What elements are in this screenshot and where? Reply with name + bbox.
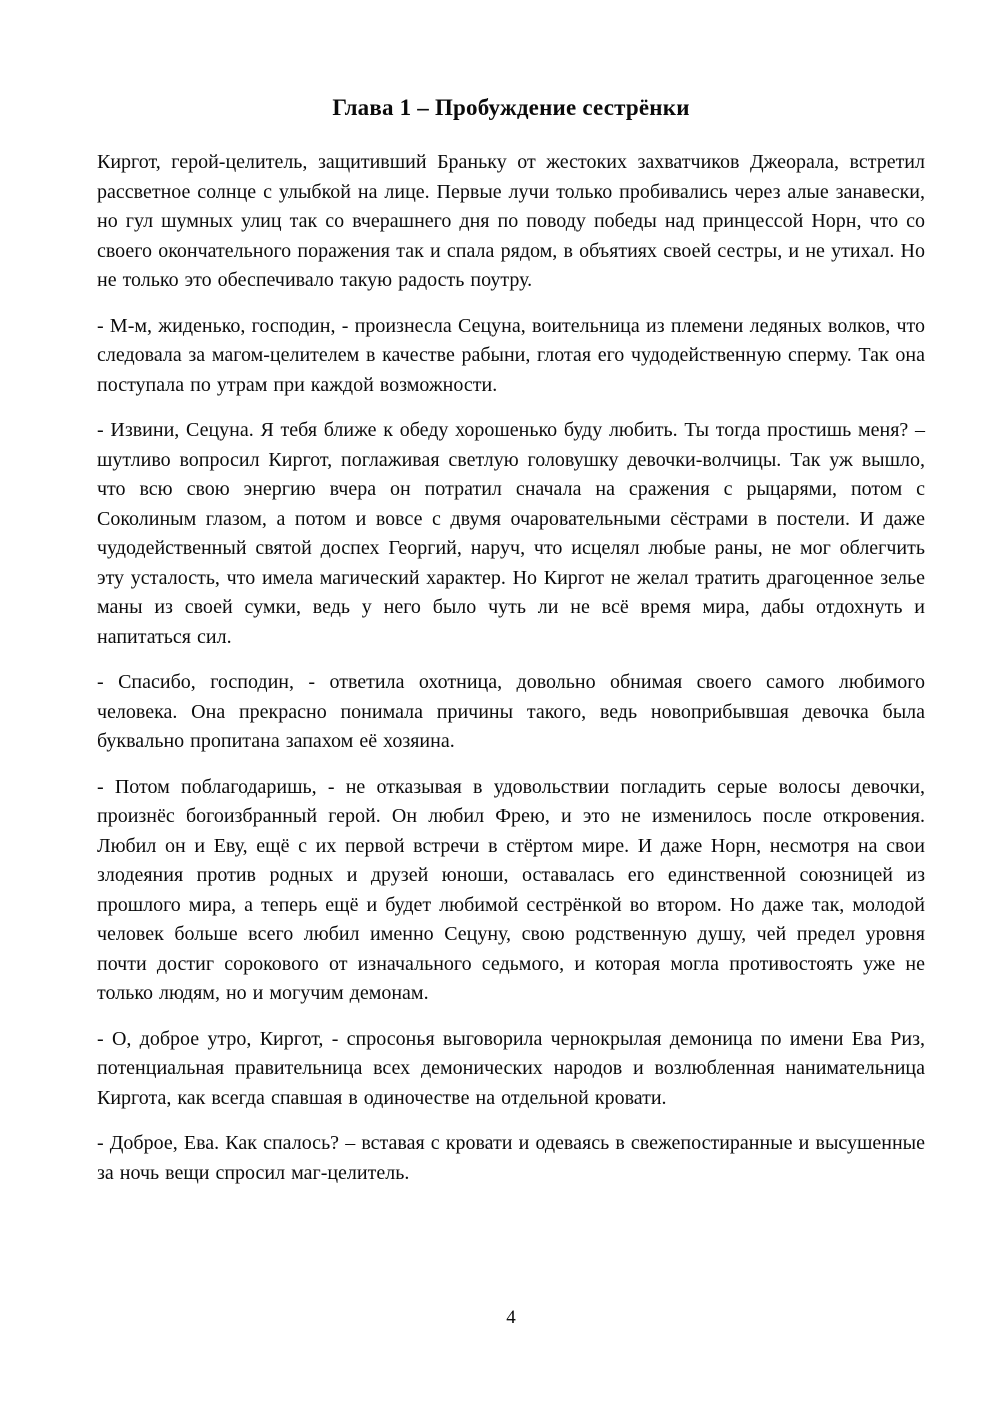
paragraph: - О, доброе утро, Киргот, - спросонья выговорила чернокрылая демоница по имени Ева Риз, потенциальная правительница всех демонических народов и возлюбленная нанимательница Киргота, как всегда спавшая в одиночестве на отдельной кровати. — [97, 1027, 925, 1109]
paragraph: - М-м, жиденько, господин, - произнесла Сецуна, воительница из племени ледяных волков, что следовала за магом-целителем в качестве рабыни, глотая его чудодейственную сперму. Так она поступала по утрам при каждой возможности. — [97, 314, 925, 396]
paragraph: - Потом поблагодаришь, - не отказывая в удовольствии погладить серые волосы девочки, произнёс богоизбранный герой. Он любил Фрею, и это не изменилось после откровения. Любил он и Еву, ещё с их первой встречи в стёртом мире. И даже Норн, несмотря на свои злодеяния против родных и друзей юноши, оставалась его единственной союзницей из прошлого мира, а теперь ещё и будет любимой сестрёнкой во втором. Но даже так, молодой человек больше всего любил именно Сецуну, свою родственную душу, чей предел уровня почти достиг сорокового от изначального седьмого, и которая могла противостоять уже не только людям, но и могучим демонам. — [97, 775, 925, 1004]
paragraph: - Извини, Сецуна. Я тебя ближе к обеду хорошенько буду любить. Ты тогда простишь меня? – шутливо вопросил Киргот, поглаживая светлую головушку девочки-волчицы. Так уж вышло, что всю свою энергию вчера он потратил сначала на сражения с рыцарями, потом с Соколиным глазом, а потом и вовсе с двумя очаровательными сёстрами в постели. И даже чудодейственный святой доспех Георгий, наруч, что исцелял любые раны, не мог облегчить эту усталость, что имела магический характер. Но Киргот не желал тратить драгоценное зелье маны из своей сумки, ведь у него было чуть ли не всё время мира, дабы отдохнуть и напитаться сил. — [97, 419, 925, 648]
body-text — [97, 148, 925, 1188]
page-number: 4 — [506, 1307, 516, 1328]
chapter-title: Глава 1 – Пробуждение сестрёнки — [332, 95, 690, 120]
paragraph: Киргот, герой-целитель, защитивший Браньку от жестоких захватчиков Джеорала, встретил рассветное солнце с улыбкой на лице. Первые лучи только пробивались через алые занавески, но гул шумных улиц так со вчерашнего дня по поводу победы над принцессой Норн, что со своего окончательного поражения так и спала рядом, в объятиях своей сестры, и не утихал. Но не только это обеспечивало такую радость поутру. — [97, 151, 925, 291]
paragraph: - Доброе, Ева. Как спалось? – вставая с кровати и одеваясь в свежепостиранные и высушенные за ночь вещи спросил маг-целитель. — [97, 1132, 925, 1184]
paragraph: - Спасибо, господин, - ответила охотница, довольно обнимая своего самого любимого человека. Она прекрасно понимала причины такого, ведь новоприбывшая девочка была буквально пропитана запахом её хозяина. — [97, 671, 925, 752]
